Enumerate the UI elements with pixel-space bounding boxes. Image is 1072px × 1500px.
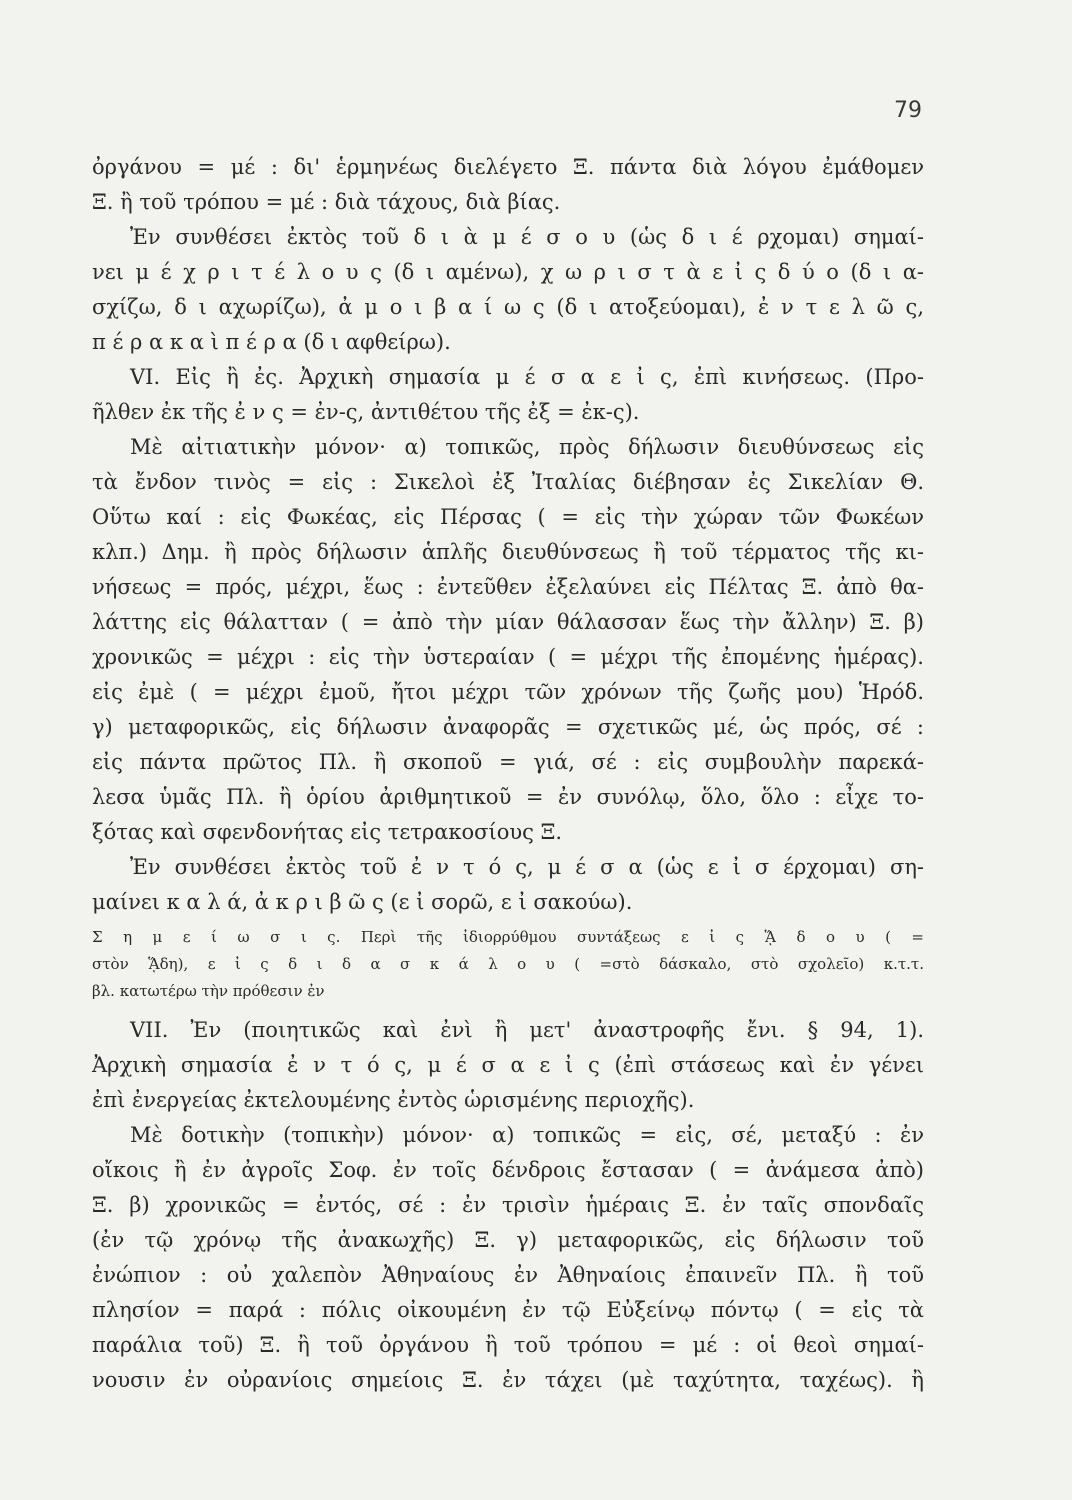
section-heading-line: VII. Ἐν (ποιητικῶς καὶ ἐνὶ ἢ μετ' ἀναστροφῆς ἔνι. § 94, 1). (130, 1018, 924, 1042)
page-number: 79 (894, 98, 922, 123)
text-line: κλπ.) Δημ. ἢ πρὸς δήλωσιν ἁπλῆς διευθύνσεως ἢ τοῦ τέρματος τῆς κι- (92, 540, 924, 564)
text-line: λεσα ὑμᾶς Πλ. ἢ ὁρίου ἀριθμητικοῦ = ἐν συνόλῳ, ὅλο, ὅλο : εἶχε το- (92, 785, 924, 809)
text-line: σχίζω, δ ι αχωρίζω), ἀ μ ο ι β α ί ω ς (δ ι ατοξεύομαι), ἐ ν τ ε λ ῶ ς, (92, 295, 924, 319)
text-line: Ἐν συνθέσει ἐκτὸς τοῦ δ ι ὰ μ έ σ ο υ (ὡς δ ι έ ρχομαι) σημαί- (130, 225, 924, 249)
text-line: Μὲ αἰτιατικὴν μόνον· α) τοπικῶς, πρὸς δήλωσιν διευθύνσεως εἰς (130, 435, 924, 459)
text-line: οἴκοις ἢ ἐν ἀγροῖς Σοφ. ἐν τοῖς δένδροις ἔστασαν ( = ἀνάμεσα ἀπὸ) (92, 1158, 924, 1182)
spacer (92, 1005, 924, 1013)
note-line: βλ. κατωτέρω τὴν πρόθεσιν ἐν (92, 982, 325, 1000)
text-line: ξότας καὶ σφενδονήτας εἰς τετρακοσίους Ξ. (92, 820, 563, 844)
text-line: ἐνώπιον : οὐ χαλεπὸν Ἀθηναίους ἐν Ἀθηναίοις ἐπαινεῖν Πλ. ἢ τοῦ (92, 1263, 924, 1287)
text-line: Ἐν συνθέσει ἐκτὸς τοῦ ἐ ν τ ό ς, μ έ σ α (ὡς ε ἰ σ έρχομαι) ση- (130, 855, 924, 879)
text-line: πλησίον = παρά : πόλις οἰκουμένη ἐν τῷ Εὐξείνῳ πόντῳ ( = εἰς τὰ (92, 1298, 924, 1322)
text-line: λάττης εἰς θάλατταν ( = ἀπὸ τὴν μίαν θάλασσαν ἕως τὴν ἄλλην) Ξ. β) (92, 610, 924, 634)
page-body (92, 150, 924, 1398)
text-line: Ξ. ἢ τοῦ τρόπου = μέ : διὰ τάχους, διὰ βίας. (92, 190, 561, 214)
text-line: Μὲ δοτικὴν (τοπικὴν) μόνον· α) τοπικῶς = εἰς, σέ, μεταξύ : ἐν (130, 1123, 924, 1147)
text-line: τὰ ἔνδον τινὸς = εἰς : Σικελοὶ ἐξ Ἰταλίας διέβησαν ἐς Σικελίαν Θ. (92, 470, 924, 494)
text-line: (ἐν τῷ χρόνῳ τῆς ἀνακωχῆς) Ξ. γ) μεταφορικῶς, εἰς δήλωσιν τοῦ (92, 1228, 924, 1252)
note-line: Σ η μ ε ί ω σ ι ς. Περὶ τῆς ἰδιορρύθμου συντάξεως ε ἰ ς ᾍ δ ο υ ( = (92, 928, 924, 946)
text-line: π έ ρ α κ α ὶ π έ ρ α (δ ι αφθείρω). (92, 330, 451, 354)
note-line: στὸν ᾍδη), ε ἰ ς δ ι δ α σ κ ά λ ο υ ( =στὸ δάσκαλο, στὸ σχολεῖο) κ.τ.τ. (92, 955, 924, 973)
text-line: εἰς ἐμὲ ( = μέχρι ἐμοῦ, ἤτοι μέχρι τῶν χρόνων τῆς ζωῆς μου) Ἡρόδ. (92, 680, 924, 704)
text-line: Ξ. β) χρονικῶς = ἐντός, σέ : ἐν τρισὶν ἡμέραις Ξ. ἐν ταῖς σπονδαῖς (92, 1193, 924, 1217)
section-heading-line: VI. Εἰς ἢ ἐς. Ἀρχικὴ σημασία μ έ σ α ε ἰ ς, ἐπὶ κινήσεως. (Προ- (130, 365, 924, 389)
text-line: εἰς πάντα πρῶτος Πλ. ἢ σκοποῦ = γιά, σέ : εἰς συμβουλὴν παρεκά- (92, 750, 924, 774)
text-line: γ) μεταφορικῶς, εἰς δήλωσιν ἀναφορᾶς = σχετικῶς μέ, ὡς πρός, σέ : (92, 715, 924, 739)
text-line: χρονικῶς = μέχρι : εἰς τὴν ὑστεραίαν ( = μέχρι τῆς ἐπομένης ἡμέρας). (92, 645, 924, 669)
text-line: νουσιν ἐν οὐρανίοις σημείοις Ξ. ἐν τάχει (μὲ ταχύτητα, ταχέως). ἢ (92, 1368, 924, 1392)
text-line: ὀργάνου = μέ : δι' ἑρμηνέως διελέγετο Ξ. πάντα διὰ λόγου ἐμάθομεν (92, 155, 924, 179)
text-line: νήσεως = πρός, μέχρι, ἕως : ἐντεῦθεν ἐξελαύνει εἰς Πέλτας Ξ. ἀπὸ θα- (92, 575, 924, 599)
text-line: ῆλθεν ἐκ τῆς ἐ ν ς = ἐν-ς, ἀντιθέτου τῆς ἐξ = ἐκ-ς). (92, 400, 640, 424)
text-line: ἐπὶ ἐνεργείας ἐκτελουμένης ἐντὸς ὡρισμένης περιοχῆς). (92, 1088, 695, 1112)
text-line: νει μ έ χ ρ ι τ έ λ ο υ ς (δ ι αμένω), χ ω ρ ι σ τ ὰ ε ἰ ς δ ύ ο (δ ι α- (92, 260, 924, 284)
text-line: μαίνει κ α λ ά, ἀ κ ρ ι β ῶ ς (ε ἰ σορῶ, ε ἰ σακούω). (92, 890, 633, 914)
text-line: Ἀρχικὴ σημασία ἐ ν τ ό ς, μ έ σ α ε ἰ ς (ἐπὶ στάσεως καὶ ἐν γένει (92, 1053, 924, 1077)
text-line: παράλια τοῦ) Ξ. ἢ τοῦ ὀργάνου ἢ τοῦ τρόπου = μέ : οἱ θεοὶ σημαί- (92, 1333, 924, 1357)
text-line: Οὕτω καί : εἰς Φωκέας, εἰς Πέρσας ( = εἰς τὴν χώραν τῶν Φωκέων (92, 505, 924, 529)
